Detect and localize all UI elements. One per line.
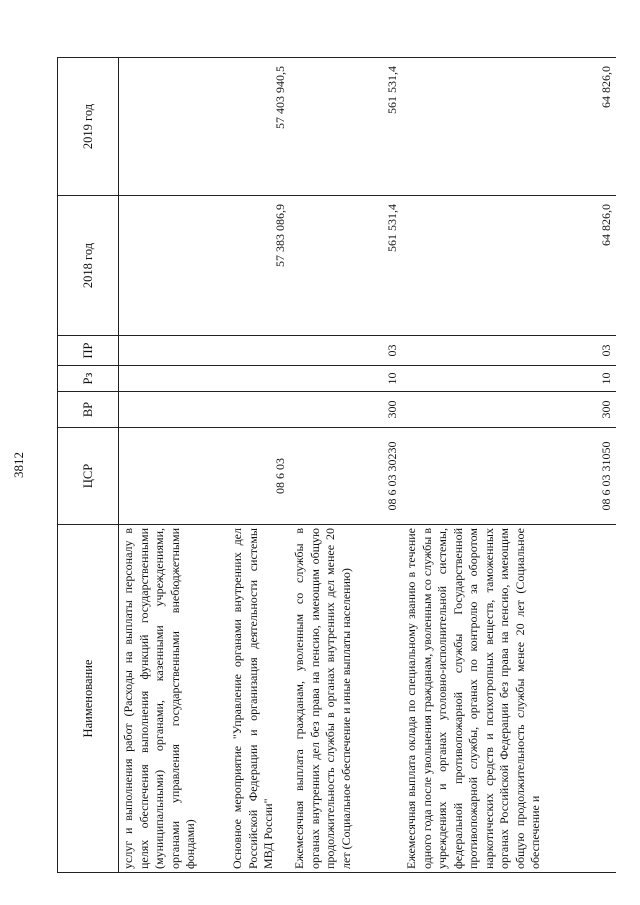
table-row xyxy=(402,58,616,873)
page-number: 3812 xyxy=(11,452,26,478)
row-2018: 64 826,0 xyxy=(402,196,616,336)
row-2019: 64 826,0 xyxy=(402,58,616,196)
header-pr: ПР xyxy=(58,336,119,366)
row-2018: 57 383 086,9 xyxy=(228,196,290,336)
row-2019: 561 531,4 xyxy=(290,58,402,196)
row-2018 xyxy=(119,196,229,336)
rotated-page-content xyxy=(57,58,613,873)
row-pr xyxy=(119,336,229,366)
table-row xyxy=(290,58,402,873)
row-csr: 08 6 03 30230 xyxy=(290,428,402,525)
row-2018: 561 531,4 xyxy=(290,196,402,336)
header-2018: 2018 год xyxy=(58,196,119,336)
row-csr xyxy=(119,428,229,525)
row-name: Основное мероприятие "Управление органами внутренних дел Российской Федерации и организация деятельности системы МВД России" xyxy=(228,525,290,873)
row-pr xyxy=(228,336,290,366)
header-name: Наименование xyxy=(58,525,119,873)
row-2019 xyxy=(119,58,229,196)
row-csr: 08 6 03 xyxy=(228,428,290,525)
row-vr: 300 xyxy=(290,392,402,428)
header-vr: ВР xyxy=(58,392,119,428)
header-rz: Рз xyxy=(58,366,119,392)
row-2019: 57 403 940,5 xyxy=(228,58,290,196)
row-rz xyxy=(228,366,290,392)
budget-table xyxy=(57,57,616,873)
table-row xyxy=(119,58,229,873)
row-name: услуг и выполнения работ (Расходы на выплаты персоналу в целях обеспечения выполнения функций государственными (муниципальными) органами, казенными учреждениями, органами управления государственными внебюджетными фондами) xyxy=(119,525,229,873)
header-csr: ЦСР xyxy=(58,428,119,525)
header-2019: 2019 год xyxy=(58,58,119,196)
row-rz: 10 xyxy=(402,366,616,392)
row-vr: 300 xyxy=(402,392,616,428)
table-row xyxy=(228,58,290,873)
row-pr: 03 xyxy=(402,336,616,366)
row-pr: 03 xyxy=(290,336,402,366)
row-csr: 08 6 03 31050 xyxy=(402,428,616,525)
row-rz: 10 xyxy=(290,366,402,392)
row-vr xyxy=(119,392,229,428)
row-rz xyxy=(119,366,229,392)
row-name: Ежемесячная выплата гражданам, уволенным со службы в органах внутренних дел без права на пенсию, имеющим общую продолжительность службы в органах внутренних дел менее 20 лет (Социальное обеспечение и иные выплаты населению) xyxy=(290,525,402,873)
row-vr xyxy=(228,392,290,428)
header-row xyxy=(58,58,119,873)
row-name: Ежемесячная выплата оклада по специальному званию в течение одного года после увольнения гражданам, уволенным со службы в учреждениях и органах уголовно-исполнительной системы, федеральной противопожарной службы Государственной противопожарной службы, органах по контролю за оборотом наркотических средств и психотропных веществ, таможенных органах Российской Федерации без права на пенсию, имеющим общую продолжительность службы менее 20 лет (Социальное обеспечение и xyxy=(402,525,616,873)
